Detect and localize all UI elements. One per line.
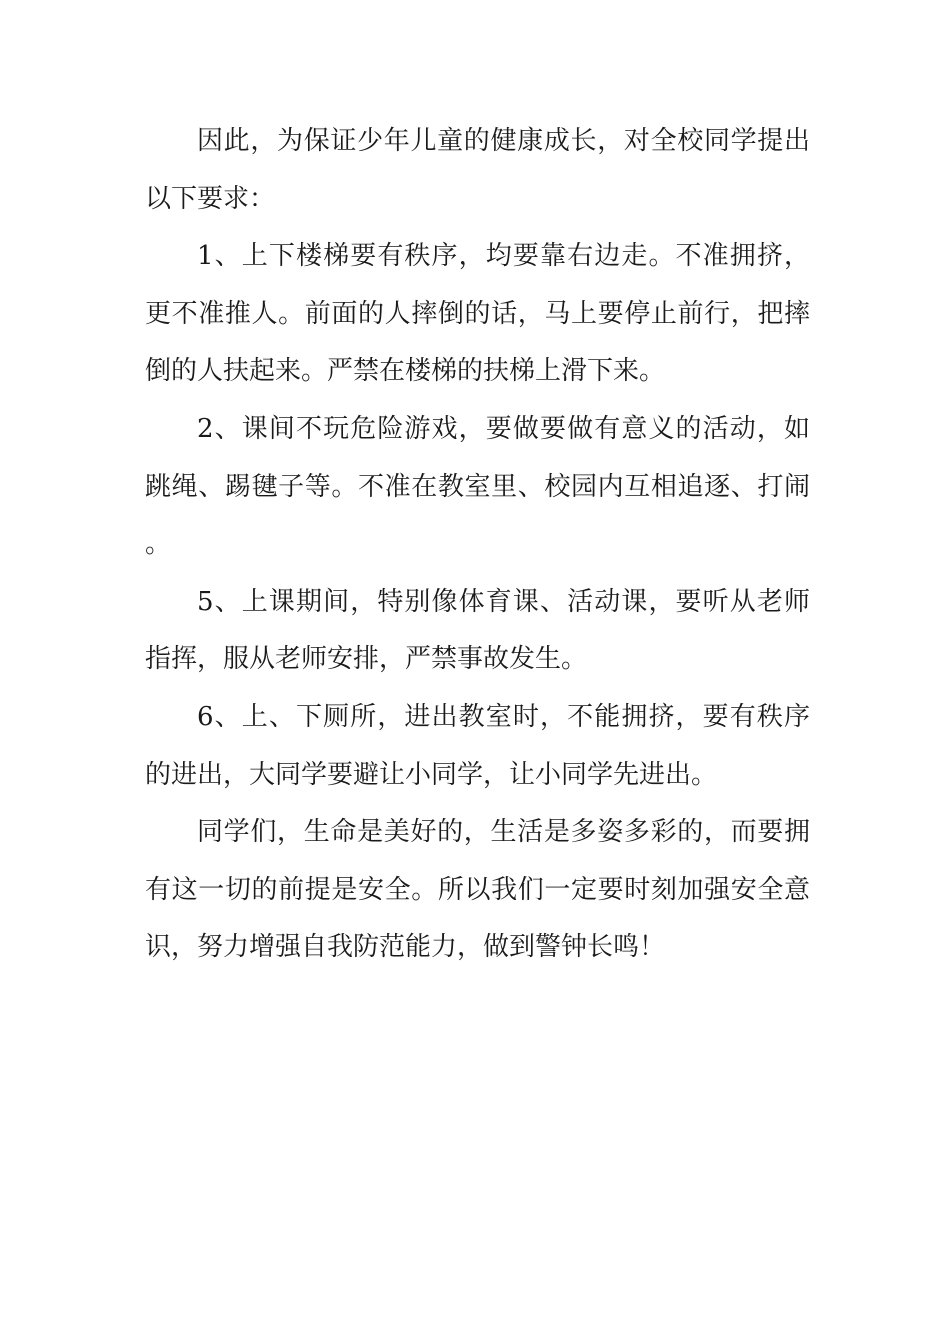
paragraph-rule-1: 1、上下楼梯要有秩序，均要靠右边走。不准拥挤，更不准推人。前面的人摔倒的话，马上要停止前行，把摔倒的人扶起来。严禁在楼梯的扶梯上滑下来。 — [145, 241, 810, 387]
paragraph-intro: 因此，为保证少年儿童的健康成长，对全校同学提出以下要求： — [145, 126, 810, 214]
paragraph-rule-5: 5、上课期间，特别像体育课、活动课，要听从老师指挥，服从老师安排，严禁事故发生。 — [145, 586, 810, 675]
document-body — [145, 113, 810, 977]
paragraph-rule-6: 6、上、下厕所，进出教室时，不能拥挤，要有秩序的进出，大同学要避让小同学，让小同学先进出。 — [145, 701, 810, 790]
paragraph-conclusion: 同学们，生命是美好的，生活是多姿多彩的，而要拥有这一切的前提是安全。所以我们一定要时刻加强安全意识，努力增强自我防范能力，做到警钟长鸣！ — [145, 817, 810, 963]
paragraph-rule-2: 2、课间不玩危险游戏，要做要做有意义的活动，如跳绳、踢毽子等。不准在教室里、校园内互相追逐、打闹。 — [145, 413, 810, 560]
